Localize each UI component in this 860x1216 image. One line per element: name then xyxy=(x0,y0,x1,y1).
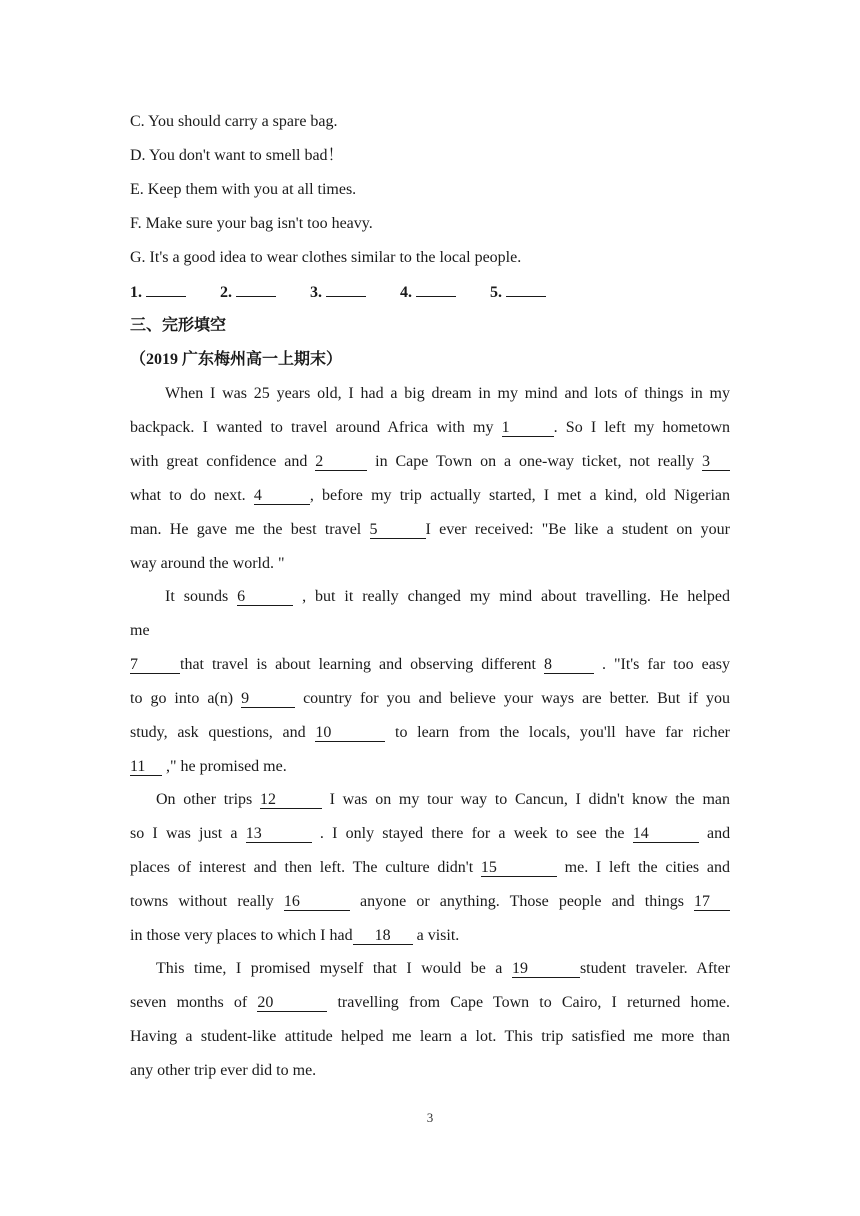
blank-4[interactable]: 4 xyxy=(254,487,310,505)
blank-10[interactable]: 10 xyxy=(315,724,385,742)
text-line: towns without really 16 anyone or anything. Those people and things 17 xyxy=(130,892,730,912)
answer-blank[interactable] xyxy=(326,282,366,297)
answer-blank[interactable] xyxy=(146,282,186,297)
answer-row xyxy=(130,282,730,303)
answer-number: 2. xyxy=(220,284,232,301)
text-line: 7 that travel is about learning and observing different 8 . "It's far too easy xyxy=(130,656,731,673)
blank-15[interactable]: 15 xyxy=(481,859,557,877)
option-e: E. Keep them with you at all times. xyxy=(130,181,357,198)
text-line: backpack. I wanted to travel around Africa with my 1 . So I left my hometown xyxy=(130,419,731,436)
blank-1[interactable]: 1 xyxy=(502,419,554,437)
blank-11[interactable]: 11 xyxy=(130,758,162,776)
blank-2[interactable]: 2 xyxy=(315,453,367,471)
option-d: D. You don't want to smell bad！ xyxy=(130,147,344,164)
blank-17[interactable]: 17 xyxy=(694,893,730,911)
answer-number: 1. xyxy=(130,284,142,301)
text-line: me xyxy=(130,622,150,639)
blank-12[interactable]: 12 xyxy=(260,791,322,809)
text-line: what to do next. 4 , before my trip actually started, I met a kind, old Nigerian xyxy=(130,487,730,504)
blank-14[interactable]: 14 xyxy=(633,825,699,843)
text-line: seven months of 20 travelling from Cape Town to Cairo, I returned home. xyxy=(130,994,731,1011)
answer-blank[interactable] xyxy=(506,282,546,297)
blank-6[interactable]: 6 xyxy=(237,588,293,606)
text-line: On other trips 12 I was on my tour way to Cancun, I didn't know the man xyxy=(156,791,731,808)
option-g: G. It's a good idea to wear clothes similar to the local people. xyxy=(130,249,522,266)
text-line: man. He gave me the best travel 5 I ever received: "Be like a student on your xyxy=(130,521,731,538)
blank-16[interactable]: 16 xyxy=(284,893,350,911)
text-line: with great confidence and 2 in Cape Town on a one-way ticket, not really 3 xyxy=(130,452,730,472)
answer-number: 4. xyxy=(400,284,412,301)
text-line: This time, I promised myself that I would be a 19 student traveler. After xyxy=(156,960,731,977)
blank-18[interactable]: 18 xyxy=(353,927,413,945)
blank-19[interactable]: 19 xyxy=(512,960,580,978)
text-line: It sounds 6 , but it really changed my mind about travelling. He helped xyxy=(165,588,731,605)
blank-13[interactable]: 13 xyxy=(246,825,312,843)
option-f: F. Make sure your bag isn't too heavy. xyxy=(130,215,373,232)
text-line: 11 ," he promised me. xyxy=(130,758,287,775)
answer-blank[interactable] xyxy=(416,282,456,297)
text-line: so I was just a 13 . I only stayed there for a week to see the 14 and xyxy=(130,825,731,842)
blank-7[interactable]: 7 xyxy=(130,656,180,674)
answer-number: 5. xyxy=(490,284,502,301)
text-line: way around the world. " xyxy=(130,555,285,572)
text-line: When I was 25 years old, I had a big dream in my mind and lots of things in my xyxy=(165,385,730,402)
text-line: to go into a(n) 9 country for you and believe your ways are better. But if you xyxy=(130,690,731,707)
blank-8[interactable]: 8 xyxy=(544,656,594,674)
section-title: 三、完形填空 xyxy=(130,317,227,334)
text-line: in those very places to which I had 18 a visit. xyxy=(130,927,460,944)
blank-20[interactable]: 20 xyxy=(257,994,327,1012)
text-line: study, ask questions, and 10 to learn from the locals, you'll have far richer xyxy=(130,724,731,741)
text-line: any other trip ever did to me. xyxy=(130,1062,317,1079)
text-line: Having a student-like attitude helped me learn a lot. This trip satisfied me more than xyxy=(130,1028,730,1045)
source-note: （2019 广东梅州高一上期末） xyxy=(130,351,343,368)
text-line: places of interest and then left. The culture didn't 15 me. I left the cities and xyxy=(130,859,730,876)
answer-number: 3. xyxy=(310,284,322,301)
answer-blank[interactable] xyxy=(236,282,276,297)
blank-9[interactable]: 9 xyxy=(241,690,295,708)
page-number: 3 xyxy=(426,1110,434,1125)
blank-5[interactable]: 5 xyxy=(370,521,426,539)
blank-3[interactable]: 3 xyxy=(702,453,730,471)
option-c: C. You should carry a spare bag. xyxy=(130,113,338,130)
